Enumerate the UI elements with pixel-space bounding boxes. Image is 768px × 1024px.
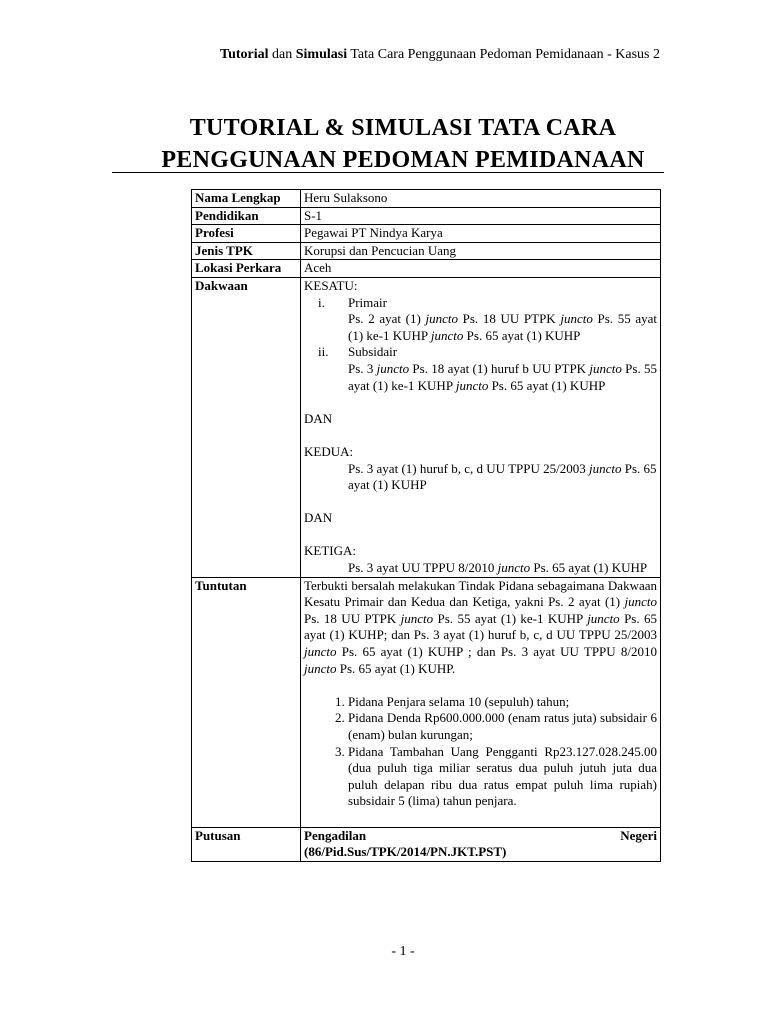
header-rest: Tata Cara Penggunaan Pedoman Pemidanaan - Kasus 2: [347, 47, 660, 62]
dakwaan-dan-1: DAN: [304, 410, 333, 426]
value-dakwaan: [301, 277, 661, 577]
dakwaan-num-i: i.: [318, 294, 325, 310]
page-number: - 1 -: [391, 944, 415, 959]
title-line-1: TUTORIAL & SIMULASI TATA CARA: [189, 115, 617, 141]
running-header: [0, 47, 660, 63]
dakwaan-kedua-text: Ps. 3 ayat (1) huruf b, c, d UU TPPU 25/2003 juncto Ps. 65 ayat (1) KUHP: [348, 460, 657, 493]
table-row: [192, 190, 661, 208]
page-title: [0, 112, 768, 176]
label-putusan: Putusan: [192, 827, 301, 861]
dakwaan-subsidair-text: Ps. 3 juncto Ps. 18 ayat (1) huruf b UU PTPK juncto Ps. 55 ayat (1) ke-1 KUHP juncto Ps. 65 ayat (1) KUHP: [348, 360, 658, 393]
list-item: 3. Pidana Tambahan Uang Pengganti Rp23.127.028.245.00 (dua puluh tiga miliar seratus dua puluh jutuh juta dua puluh delapan ribu dua ratus empat puluh lima rupiah) subsidair 5 (lima) tahun penjara.: [348, 744, 657, 810]
label-dakwaan: Dakwaan: [192, 277, 301, 577]
header-word-tutorial: Tutorial: [220, 47, 269, 62]
table-row: [192, 277, 661, 577]
list-item: 1. Pidana Penjara selama 10 (sepuluh) tahun;: [348, 694, 657, 711]
header-word-simulasi: Simulasi: [295, 47, 348, 62]
dakwaan-dan-2: DAN: [304, 510, 333, 526]
value-lokasi: Aceh: [301, 260, 661, 278]
title-line-2: PENGGUNAAN PEDOMAN PEMIDANAAN: [161, 147, 645, 173]
dakwaan-item-ii: [304, 344, 657, 361]
dakwaan-num-ii: ii.: [318, 344, 329, 360]
dakwaan-kedua: KEDUA:: [304, 443, 354, 459]
putusan-number: (86/Pid.Sus/TPK/2014/PN.JKT.PST): [304, 844, 507, 860]
case-table: [191, 189, 661, 862]
table-row: [192, 225, 661, 243]
dakwaan-item-i: [304, 295, 657, 312]
table-row: [192, 260, 661, 278]
label-tuntutan: Tuntutan: [192, 577, 301, 827]
value-profesi: Pegawai PT Nindya Karya: [301, 225, 661, 243]
dakwaan-ketiga: KETIGA:: [304, 543, 356, 559]
putusan-pengadilan: Pengadilan: [304, 827, 367, 843]
dakwaan-primair-text: Ps. 2 ayat (1) juncto Ps. 18 UU PTPK juncto Ps. 55 ayat (1) ke-1 KUHP juncto Ps. 65 ayat (1) KUHP: [348, 311, 657, 343]
table-row: [192, 827, 661, 861]
title-rule: [112, 172, 664, 173]
dakwaan-kesatu: KESATU:: [304, 277, 358, 293]
dakwaan-ketiga-text: Ps. 3 ayat UU TPPU 8/2010 juncto Ps. 65 ayat (1) KUHP: [348, 560, 648, 576]
table-row: [192, 577, 661, 827]
tuntutan-paragraph: Terbukti bersalah melakukan Tindak Pidana sebagaimana Dakwaan Kesatu Primair dan Kedua dan Ketiga, yakni Ps. 2 ayat (1) juncto Ps. 18 UU PTPK juncto Ps. 55 ayat (1) ke-1 KUHP juncto Ps. 65 ayat (1) KUHP; dan Ps. 3 ayat (1) huruf b, c, d UU TPPU 25/2003 juncto Ps. 65 ayat (1) KUHP ; dan Ps. 3 ayat UU TPPU 8/2010 juncto Ps. 65 ayat (1) KUHP.: [304, 577, 657, 676]
value-tuntutan: [301, 577, 661, 827]
list-item: 2. Pidana Denda Rp600.000.000 (enam ratus juta) subsidair 6 (enam) bulan kurungan;: [348, 710, 657, 743]
value-jenis: Korupsi dan Pencucian Uang: [301, 242, 661, 260]
table-row: [192, 242, 661, 260]
dakwaan-subsidair: Subsidair: [348, 344, 398, 360]
label-nama: Nama Lengkap: [192, 190, 301, 208]
header-word-dan: dan: [268, 47, 296, 62]
value-pendidikan: S-1: [301, 207, 661, 225]
value-nama: Heru Sulaksono: [301, 190, 661, 208]
label-pendidikan: Pendidikan: [192, 207, 301, 225]
label-jenis: Jenis TPK: [192, 242, 301, 260]
label-lokasi: Lokasi Perkara: [192, 260, 301, 278]
table-row: [192, 207, 661, 225]
label-profesi: Profesi: [192, 225, 301, 243]
dakwaan-primair: Primair: [348, 294, 387, 310]
tuntutan-list: [304, 694, 657, 810]
value-putusan: [301, 827, 661, 861]
putusan-negeri: Negeri: [620, 827, 657, 843]
